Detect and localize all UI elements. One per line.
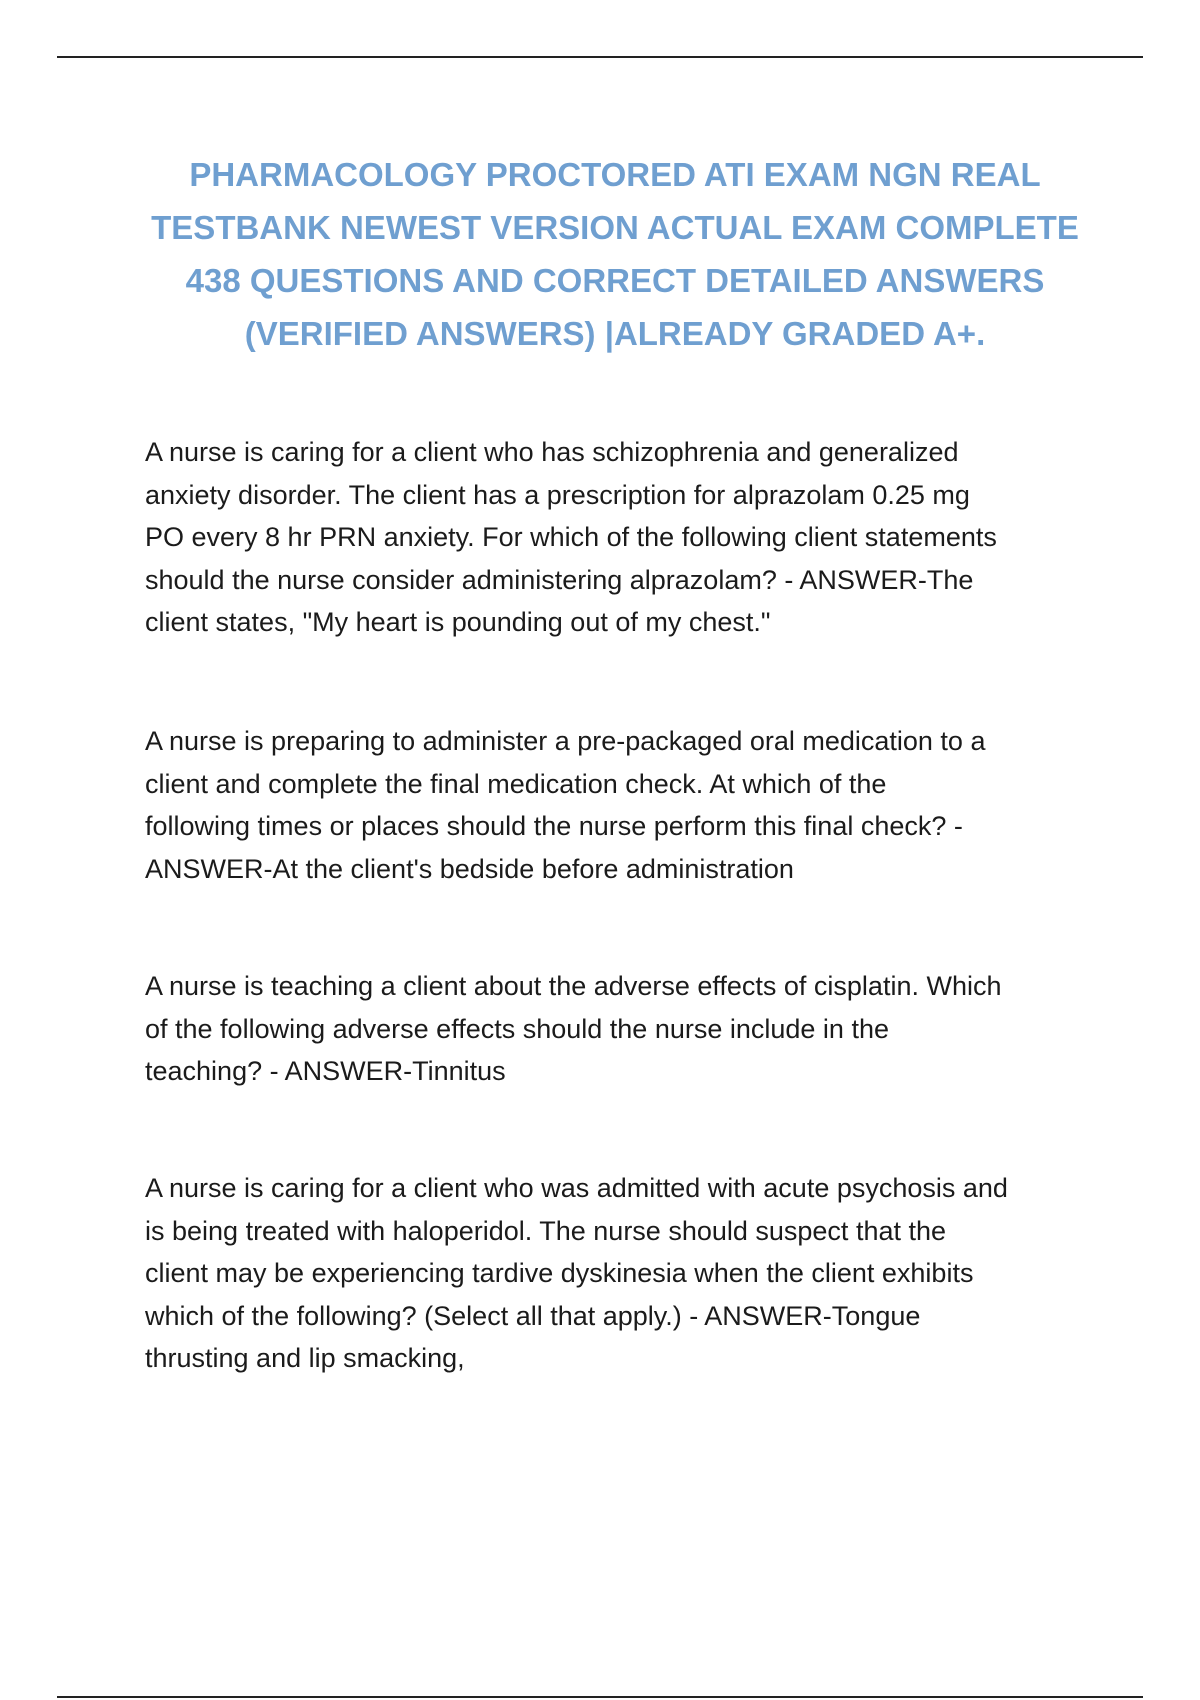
question-line: PO every 8 hr PRN anxiety. For which of the following client statements xyxy=(145,522,997,552)
question-line: anxiety disorder. The client has a prescription for alprazolam 0.25 mg xyxy=(145,479,970,510)
question-line: client may be experiencing tardive dyskinesia when the client exhibits xyxy=(145,1258,974,1288)
question-line: A nurse is teaching a client about the adverse effects of cisplatin. Which xyxy=(145,971,1002,1001)
question-line: which of the following? (Select all that apply.) - ANSWER-Tongue xyxy=(145,1300,921,1331)
question-line: is being treated with haloperidol. The nurse should suspect that the xyxy=(145,1215,947,1246)
question-answer-4 xyxy=(145,1167,1105,1380)
question-line: A nurse is caring for a client who has schizophrenia and generalized xyxy=(145,437,959,467)
question-line: thrusting and lip smacking, xyxy=(145,1343,465,1373)
footer-rule xyxy=(57,1696,1143,1698)
question-line: should the nurse consider administering alprazolam? - ANSWER-The xyxy=(145,564,974,595)
question-line: ANSWER-At the client's bedside before administration xyxy=(145,853,794,884)
question-line: client and complete the final medication check. At which of the xyxy=(145,768,887,799)
question-line: client states, "My heart is pounding out of my chest." xyxy=(145,607,771,637)
title-line: 438 QUESTIONS AND CORRECT DETAILED ANSWERS xyxy=(185,262,1045,299)
document-title xyxy=(120,148,1110,360)
title-line: (VERIFIED ANSWERS) |ALREADY GRADED A+. xyxy=(244,315,986,352)
question-line: A nurse is preparing to administer a pre-packaged oral medication to a xyxy=(145,726,986,756)
question-answer-2 xyxy=(145,720,1105,890)
question-line: of the following adverse effects should the nurse include in the xyxy=(145,1013,889,1044)
header-rule xyxy=(57,56,1143,58)
title-line: TESTBANK NEWEST VERSION ACTUAL EXAM COMPLETE xyxy=(151,209,1079,246)
question-answer-1 xyxy=(145,431,1105,644)
question-line: following times or places should the nurse perform this final check? - xyxy=(145,811,963,841)
question-line: A nurse is caring for a client who was admitted with acute psychosis and xyxy=(145,1173,1008,1203)
question-answer-3 xyxy=(145,965,1105,1093)
question-line: teaching? - ANSWER-Tinnitus xyxy=(145,1056,506,1086)
title-line: PHARMACOLOGY PROCTORED ATI EXAM NGN REAL xyxy=(189,156,1041,193)
